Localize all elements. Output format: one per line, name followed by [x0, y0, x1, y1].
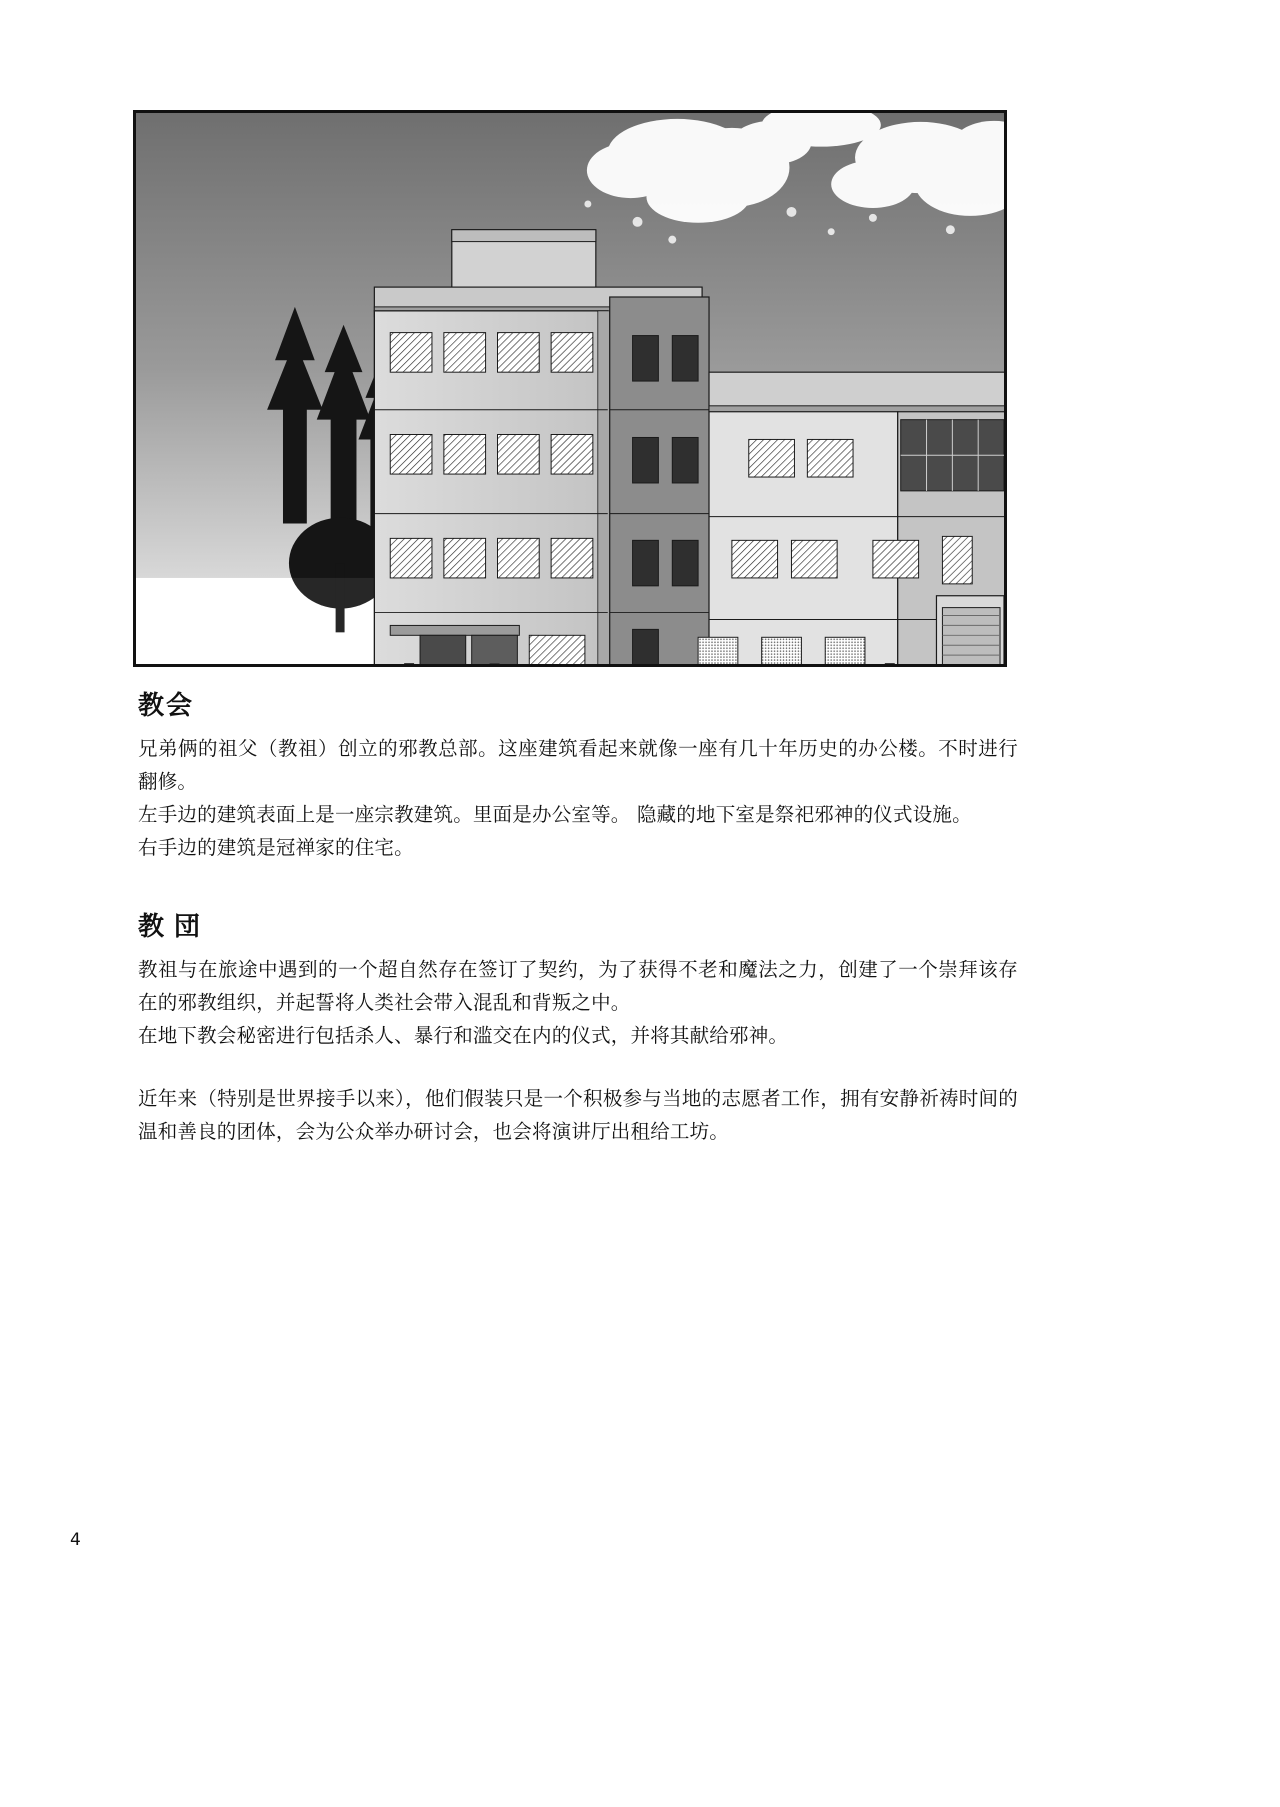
section-congregation-paragraph-1: 教祖与在旅途中遇到的一个超自然存在签订了契约，为了获得不老和魔法之力，创建了一个崇拜该存在的邪教组织，并起誓将人类社会带入混乱和背叛之中。 — [138, 958, 1018, 1014]
section-congregation-paragraph-2: 在地下教会秘密进行包括杀人、暴行和滥交在内的仪式，并将其献给邪神。 — [138, 1024, 789, 1047]
section-church-paragraph-2: 左手边的建筑表面上是一座宗教建筑。里面是办公室等。 隐藏的地下室是祭祀邪神的仪式设施。 — [138, 803, 972, 826]
page-number: 4 — [70, 1530, 81, 1550]
section-church-paragraph-3: 右手边的建筑是冠禅家的住宅。 — [138, 836, 414, 859]
section-congregation-paragraph-3: 近年来（特别是世界接手以来），他们假装只是一个积极参与当地的志愿者工作，拥有安静祈祷时间的温和善良的团体，会为公众举办研讨会，也会将演讲厅出租给工坊。 — [138, 1087, 1018, 1143]
section-title-church: 教会 — [138, 691, 195, 721]
section-church-paragraph-1: 兄弟俩的祖父（教祖）创立的邪教总部。这座建筑看起来就像一座有几十年历史的办公楼。不时进行翻修。 — [138, 737, 1018, 793]
section-spacer — [138, 864, 1018, 906]
section-title-congregation: 教団 — [138, 912, 211, 942]
illustration-panel — [133, 110, 1007, 667]
paragraph-spacer — [138, 1052, 1018, 1082]
church-building-illustration — [136, 113, 1004, 664]
document-body — [138, 685, 1018, 1148]
